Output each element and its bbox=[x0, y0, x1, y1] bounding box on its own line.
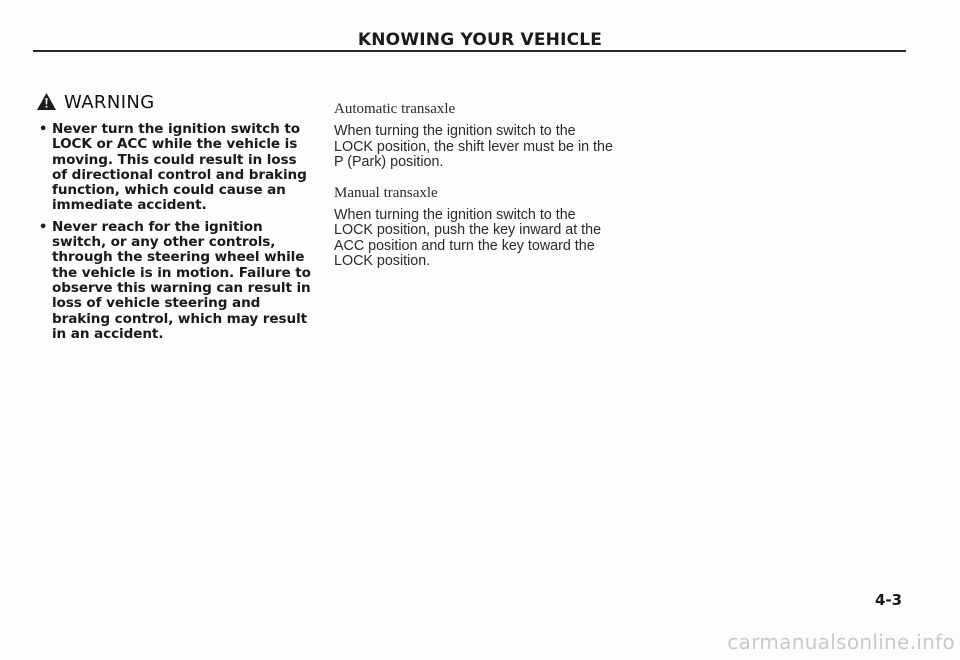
watermark: carmanualsonline.info bbox=[727, 630, 955, 654]
content-column bbox=[334, 101, 614, 284]
header-divider bbox=[33, 50, 906, 52]
warning-item-text: Never reach for the ignition switch, or any other controls, through the steering wheel while the vehicle is in motion. Failure to observe this warning can result in loss of vehicle steering and braking control, which may result in an accident. bbox=[52, 218, 311, 342]
warning-heading bbox=[36, 92, 311, 113]
warning-triangle-icon bbox=[36, 92, 57, 111]
section-text-automatic-transaxle: When turning the ignition switch to the LOCK position, the shift lever must be in the P (Park) position. bbox=[334, 123, 613, 170]
section-text-manual-transaxle: When turning the ignition switch to the LOCK position, push the key inward at the ACC position and turn the key toward the LOCK position. bbox=[334, 206, 602, 269]
bullet-icon: • bbox=[39, 122, 48, 137]
warning-item bbox=[36, 220, 311, 342]
warning-list bbox=[36, 122, 311, 342]
warning-title: WARNING bbox=[64, 92, 155, 113]
warning-item bbox=[36, 122, 311, 214]
bullet-icon: • bbox=[39, 219, 48, 235]
section-heading-manual-transaxle: Manual transaxle bbox=[334, 184, 438, 201]
page-header-title: KNOWING YOUR VEHICLE bbox=[357, 30, 603, 50]
warning-item-text: Never turn the ignition switch to LOCK or ACC while the vehicle is moving. This could result in loss of directional control and braking function, which could cause an immediate accident. bbox=[52, 121, 307, 214]
warning-box bbox=[36, 92, 311, 348]
page-number: 4-3 bbox=[875, 591, 903, 609]
section-heading-automatic-transaxle: Automatic transaxle bbox=[334, 101, 456, 117]
